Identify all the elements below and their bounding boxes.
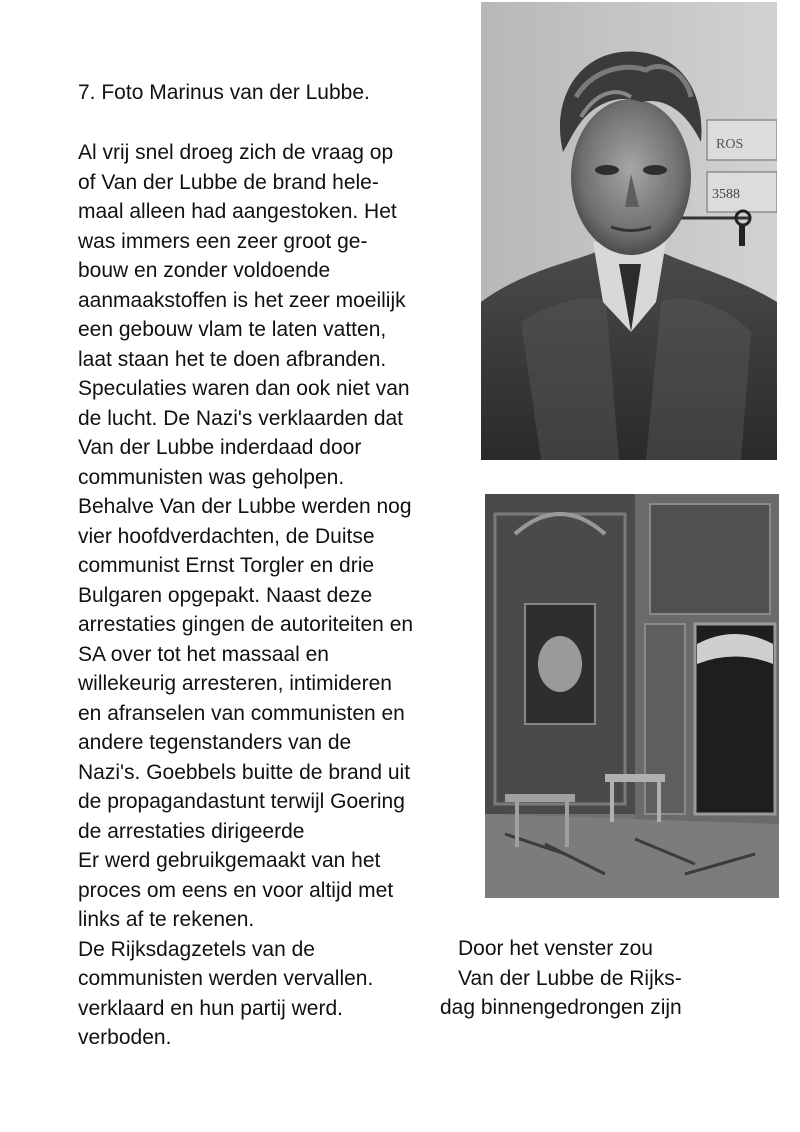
text-line: willekeurig arresteren, intimideren (78, 672, 392, 695)
text-line: communisten was geholpen. (78, 465, 345, 489)
text-line: maal alleen had aangestoken. Het (78, 200, 397, 223)
text-line: Nazi's. Goebbels buitte de brand uit (78, 760, 411, 784)
text-line: SA over tot het massaal en (78, 642, 329, 666)
body-text (78, 138, 478, 1053)
text-line: en afranselen van communisten en (78, 701, 405, 725)
text-line: Al vrij snel droeg zich de vraag op (78, 141, 394, 164)
room-photo (485, 494, 779, 898)
text-line: een gebouw vlam te laten vatten, (78, 318, 387, 341)
caption-line: Van der Lubbe de Rijks- (458, 966, 682, 990)
caption-line: Door het venster zou (458, 937, 653, 960)
text-line: vier hoofdverdachten, de Duitse (78, 524, 375, 548)
text-line: communisten werden vervallen. (78, 967, 374, 990)
text-line: arrestaties gingen de autoriteiten en (78, 613, 414, 636)
text-line: communist Ernst Torgler en drie (78, 554, 375, 577)
text-line: de propagandastunt terwijl Goering (78, 790, 405, 813)
text-line: Er werd gebruikgemaakt van het (78, 849, 381, 872)
plaque-text-2: 3588 (712, 187, 740, 202)
photo-caption: 7. Foto Marinus van der Lubbe. (78, 81, 370, 104)
text-line: Speculaties waren dan ook niet van (78, 377, 410, 400)
text-line: verklaard en hun partij werd. (78, 996, 343, 1020)
text-line: was immers een zeer groot ge- (78, 229, 368, 253)
caption-line: dag binnengedrongen zijn (440, 996, 682, 1019)
plaque-text-1: ROS (716, 137, 744, 152)
text-line: Bulgaren opgepakt. Naast deze (78, 583, 373, 607)
text-line: de arrestaties dirigeerde (78, 819, 305, 843)
text-line: bouw en zonder voldoende (78, 259, 331, 282)
text-line: proces om eens en voor altijd met (78, 878, 394, 902)
text-line: De Rijksdagzetels van de (78, 937, 315, 961)
text-line: Van der Lubbe inderdaad door (78, 436, 362, 459)
room-photo-caption (440, 934, 740, 1023)
portrait-photo (481, 2, 777, 460)
text-line: Behalve Van der Lubbe werden nog (78, 495, 412, 518)
text-line: links af te rekenen. (78, 908, 255, 931)
text-line: verboden. (78, 1026, 172, 1049)
text-line: of Van der Lubbe de brand hele- (78, 170, 379, 194)
text-line: andere tegenstanders van de (78, 731, 352, 754)
text-line: de lucht. De Nazi's verklaarden dat (78, 406, 404, 430)
text-line: aanmaakstoffen is het zeer moeilijk (78, 288, 406, 312)
text-line: laat staan het te doen afbranden. (78, 347, 387, 371)
